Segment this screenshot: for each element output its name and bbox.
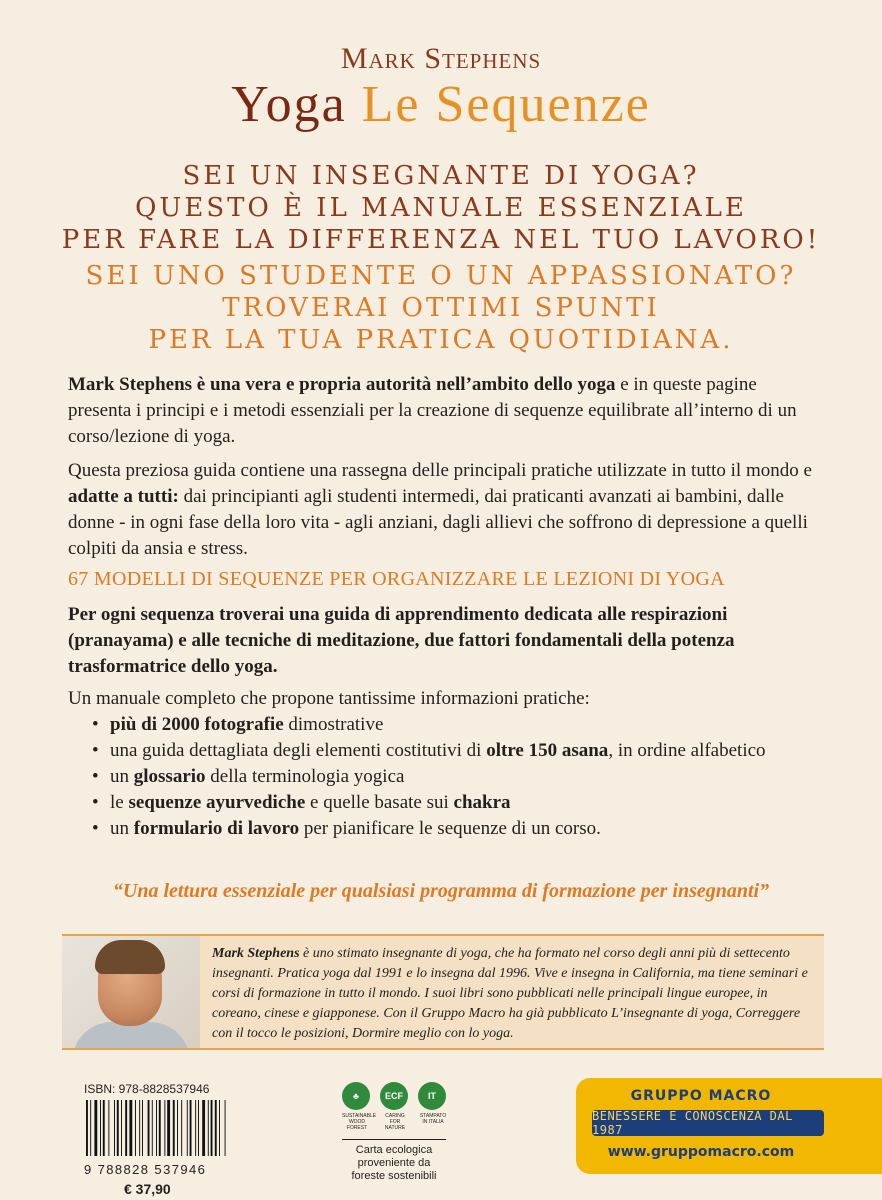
guide-bold: adatte a tutti: xyxy=(68,486,179,507)
eco-caption: Carta ecologica proveniente da foreste sostenibili xyxy=(342,1139,446,1183)
made-in-italy-badge: IT STAMPATO IN ITALIA xyxy=(418,1082,448,1131)
student-pitch-line: TROVERAI OTTIMI SPUNTI xyxy=(222,293,660,323)
publisher-url[interactable]: www.gruppomacro.com xyxy=(607,1144,795,1160)
teacher-pitch-line: SEI UN INSEGNANTE DI YOGA? xyxy=(182,161,700,191)
intro-paragraph xyxy=(68,372,820,450)
author-bio-box xyxy=(62,934,824,1050)
author-bio: Mark Stephens è uno stimato insegnante di yoga, che ha formato nel corso degli anni più di settecento insegnanti. Pratica yoga dal 1991 e lo insegna dal 1996. Vive e insegna in California, ma tiene seminari e corsi di formazione in tutto il mondo. I suoi libri sono pubblicati nelle principali lingue europee, in coreano, cinese e giapponese. Con il Gruppo Macro ha già pubblicato L’insegnante di yoga, Correggere con il tocco le posizioni, Dormire meglio con lo yoga. xyxy=(212,946,808,1041)
section-heading: 67 MODELLI DI SEQUENZE PER ORGANIZZARE LE LEZIONI DI YOGA xyxy=(68,568,725,590)
feature-list xyxy=(92,712,812,842)
guide-paragraph xyxy=(68,458,820,562)
student-pitch-line: SEI UNO STUDENTE O UN APPASSIONATO? xyxy=(85,261,797,291)
publisher-badge xyxy=(576,1078,882,1174)
book-title xyxy=(0,78,882,132)
endorsement-quote: “Una lettura essenziale per qualsiasi programma di formazione per insegnanti” xyxy=(112,880,770,902)
feature-item: • un formulario di lavoro per pianificare le sequenze di un corso. xyxy=(92,816,812,842)
feature-item: • un glossario della terminologia yogica xyxy=(92,764,812,790)
student-pitch-line: PER LA TUA PRATICA QUOTIDIANA. xyxy=(148,325,734,355)
barcode-digits: 9 788828 537946 xyxy=(84,1162,207,1177)
barcode xyxy=(84,1100,274,1156)
publisher-name: GRUPPO MACRO xyxy=(630,1088,772,1104)
title-part-sequenze: Le Sequenze xyxy=(361,76,651,133)
publisher-tagline: BENESSERE E CONOSCENZA DAL 1987 xyxy=(592,1110,824,1136)
tree-icon: ♣ xyxy=(342,1082,370,1110)
guide-text-a: Questa preziosa guida contiene una rassegna delle principali pratiche utilizzate in tutto il mondo e xyxy=(68,460,812,481)
author-photo xyxy=(62,936,200,1048)
teacher-pitch-line: PER FARE LA DIFFERENZA NEL TUO LAVORO! xyxy=(61,225,821,255)
cover-header xyxy=(0,42,882,132)
ecf-badge: ECF CARING FOR NATURE xyxy=(380,1082,410,1131)
teacher-pitch xyxy=(0,160,882,256)
feature-item: • le sequenze ayurvediche e quelle basate sui chakra xyxy=(92,790,812,816)
italy-icon: IT xyxy=(418,1082,446,1110)
isbn-block xyxy=(84,1082,280,1197)
ecf-icon: ECF xyxy=(380,1082,408,1110)
eco-certifications xyxy=(342,1082,452,1183)
guide-text-b: dai principianti agli studenti intermedi, dai praticanti avanzati ai bambini, dalle donne - in ogni fase della loro vita - agli anziani, dagli allievi che soffrono di depressione a quelli colpiti da ansia e stress. xyxy=(68,486,808,559)
feature-item: • più di 2000 fotografie dimostrative xyxy=(92,712,812,738)
bio-books: L’insegnante di yoga, Correggere con il tocco le posizioni, Dormire meglio con lo yoga xyxy=(212,1006,801,1041)
title-part-yoga: Yoga xyxy=(231,76,347,133)
bio-name: Mark Stephens xyxy=(212,946,300,961)
price: € 37,90 xyxy=(124,1181,171,1197)
author-name: Mark Stephens xyxy=(340,42,542,75)
intro-bold: Mark Stephens è una vera e propria autorità nell’ambito dello yoga xyxy=(68,374,616,395)
isbn-label: ISBN: 978-8828537946 xyxy=(84,1082,210,1096)
sustainable-forest-badge: ♣ SUSTAINABLE WOOD FOREST xyxy=(342,1082,372,1131)
feature-item: • una guida dettagliata degli elementi costitutivi di oltre 150 asana, in ordine alfabetico xyxy=(92,738,812,764)
teacher-pitch-line: QUESTO È IL MANUALE ESSENZIALE xyxy=(135,193,747,223)
manual-intro: Un manuale completo che propone tantissime informazioni pratiche: xyxy=(68,688,590,709)
sequence-paragraph: Per ogni sequenza troverai una guida di apprendimento dedicata alle respirazioni (pranayama) e alle tecniche di meditazione, due fattori fondamentali della potenza trasformatrice dello yoga. xyxy=(68,604,735,677)
student-pitch xyxy=(0,260,882,356)
intro-rest: e in queste pagine presenta i principi e i metodi essenziali per la creazione di sequenze equilibrate all’interno di un corso/lezione di yoga. xyxy=(68,374,797,447)
